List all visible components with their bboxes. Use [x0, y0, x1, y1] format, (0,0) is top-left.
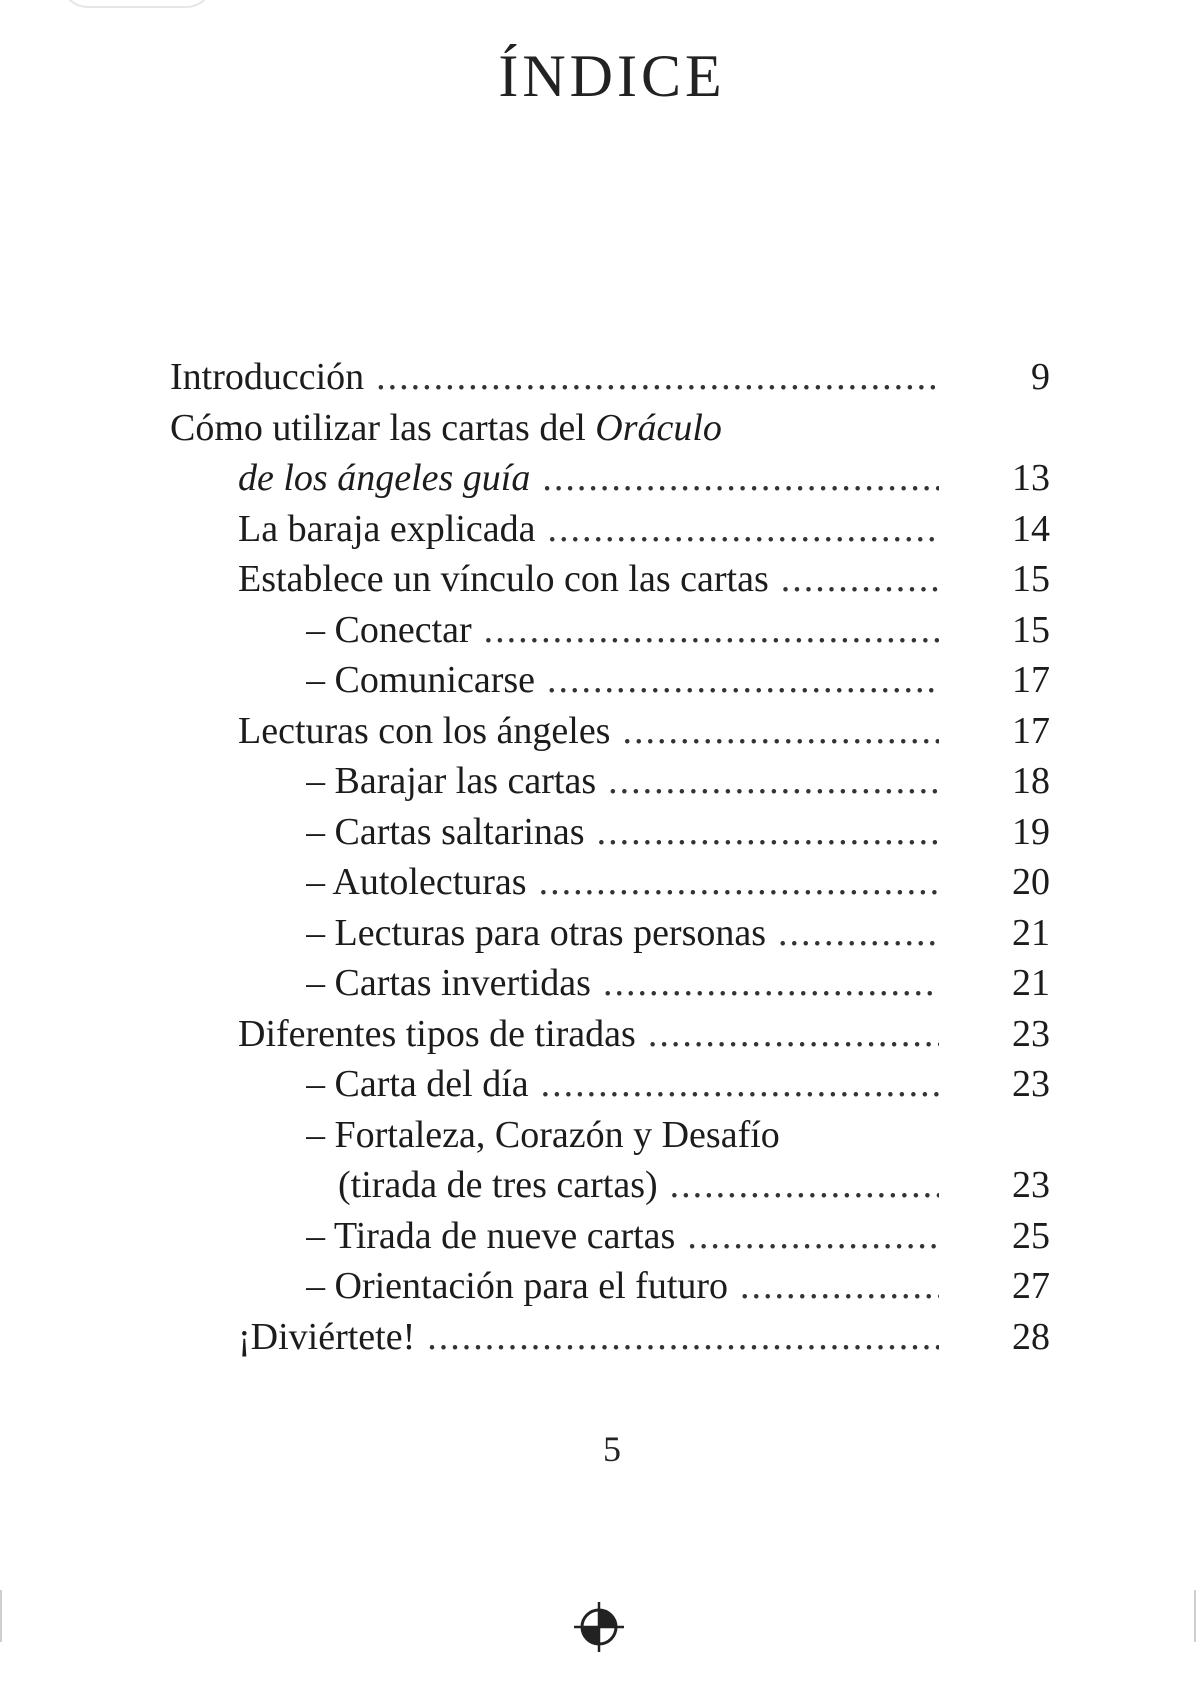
dot-leader	[740, 1261, 939, 1312]
crop-line-right	[1194, 1590, 1196, 1642]
toc-entry-label-part: – Conectar	[306, 608, 472, 651]
toc-entry-label	[238, 554, 781, 605]
dot-leader	[376, 352, 939, 403]
toc-entry-label	[306, 655, 547, 706]
dot-leader	[781, 554, 939, 605]
toc-entry-label	[238, 504, 547, 555]
toc-entry-text	[238, 504, 939, 555]
toc-page-number: 15	[1012, 558, 1050, 600]
toc-entry-label-part: – Fortaleza, Corazón y Desafío	[306, 1113, 780, 1156]
page-title: ÍNDICE	[498, 43, 726, 110]
toc-page-number: 9	[1031, 356, 1050, 398]
toc-entry-text	[238, 1009, 939, 1060]
toc-entry-label	[170, 403, 734, 454]
toc-entry-text	[306, 605, 939, 656]
toc-page-number: 13	[1012, 457, 1050, 499]
toc-entry-label-part: Lecturas con los ángeles	[238, 709, 611, 752]
toc-entry-label-part: ¡Diviértete!	[238, 1315, 416, 1358]
toc-page-number: 20	[1012, 861, 1050, 903]
toc-entry-label	[306, 958, 603, 1009]
toc-entry	[170, 1009, 1050, 1060]
toc-entry	[170, 958, 1050, 1009]
toc-entry-label	[238, 453, 542, 504]
toc-entry-text	[170, 352, 939, 403]
toc-entry-text	[306, 908, 939, 959]
toc-entry-text	[306, 1110, 939, 1161]
toc-entry-text	[238, 706, 939, 757]
toc-entry-label	[306, 807, 597, 858]
toc-entry	[170, 756, 1050, 807]
toc-entry	[170, 1059, 1050, 1110]
toc-entry-label	[306, 1211, 687, 1262]
toc-entry-label	[306, 908, 778, 959]
dot-leader	[670, 1160, 939, 1211]
toc-entry-text	[306, 655, 939, 706]
toc-entry-label	[306, 605, 484, 656]
toc-page-number: 23	[1012, 1063, 1050, 1105]
toc-page-number: 21	[1012, 911, 1050, 954]
toc-entry-text	[306, 857, 939, 908]
toc-page-number: 25	[1012, 1214, 1050, 1257]
toc-entry-label-italic: Oráculo	[595, 406, 722, 449]
toc-entry-label-part: – Orientación para el futuro	[306, 1265, 729, 1307]
toc-page-number: 19	[1012, 810, 1050, 853]
page-number: 5	[603, 1429, 621, 1469]
toc-entry	[170, 1211, 1050, 1262]
dot-leader	[539, 857, 939, 908]
toc-entry	[170, 807, 1050, 858]
toc-entry-label-part: Diferentes tipos de tiradas	[238, 1012, 636, 1055]
toc-entry	[170, 504, 1050, 555]
dot-leader	[427, 1312, 939, 1363]
toc-page-number: 28	[1012, 1315, 1050, 1358]
toc-entry	[170, 706, 1050, 757]
toc-page-number: 15	[1012, 608, 1050, 651]
toc-entry-label-part: – Cartas invertidas	[306, 962, 591, 1004]
toc-entry-text	[306, 1059, 939, 1110]
toc-page-number: 18	[1012, 760, 1050, 802]
toc-entry-label	[338, 1160, 670, 1211]
toc-page-number: 23	[1012, 1012, 1050, 1055]
toc-entry	[170, 857, 1050, 908]
toc-entry-label-part: Cómo utilizar las cartas del	[170, 406, 596, 449]
toc-entry-label	[306, 857, 539, 908]
crop-line-left	[0, 1590, 2, 1642]
toc-entry-text	[238, 453, 939, 504]
dot-leader	[603, 958, 939, 1009]
toc-entry-text	[238, 554, 939, 605]
toc-entry	[170, 403, 1050, 454]
toc-entry-label	[238, 706, 622, 757]
toc-entry	[170, 605, 1050, 656]
toc-entry-label	[238, 1312, 427, 1363]
dot-leader	[608, 756, 939, 807]
toc-entry-label-part: – Comunicarse	[306, 659, 536, 701]
toc-entry-label-part: – Carta del día	[306, 1063, 529, 1105]
dot-leader	[648, 1009, 939, 1060]
toc-entry-label-italic: de los ángeles guía	[238, 457, 531, 499]
toc-entry	[170, 453, 1050, 504]
toc-entry	[170, 554, 1050, 605]
toc-entry-label-part: – Barajar las cartas	[306, 760, 597, 802]
toc-entry	[170, 1261, 1050, 1312]
toc-entry	[170, 1110, 1050, 1161]
toc-page-number: 17	[1012, 659, 1050, 701]
crosshair-registration-icon	[572, 1600, 626, 1654]
dot-leader	[547, 504, 939, 555]
dot-leader	[622, 706, 939, 757]
toc-entry-text	[306, 1211, 939, 1262]
toc-entry-label	[306, 1059, 541, 1110]
toc-entry-label	[306, 756, 608, 807]
toc-entry-label-part: Introducción	[170, 356, 365, 398]
toc-entry-label-part: Establece un vínculo con las cartas	[238, 558, 769, 600]
toc-entry-label-part: La baraja explicada	[238, 507, 536, 550]
toc-entry-text	[238, 1312, 939, 1363]
toc-page-number: 23	[1012, 1164, 1050, 1206]
toc-entry-text	[306, 958, 939, 1009]
toc-entry	[170, 655, 1050, 706]
toc-entry-text	[306, 1261, 939, 1312]
dot-leader	[547, 655, 939, 706]
toc-entry	[170, 1160, 1050, 1211]
dot-leader	[484, 605, 939, 656]
dot-leader	[541, 1059, 939, 1110]
toc-page-number: 27	[1012, 1265, 1050, 1307]
toc-page-number: 17	[1012, 709, 1050, 752]
toc-entry-text	[338, 1160, 939, 1211]
toc-entry-label-part: – Lecturas para otras personas	[306, 911, 767, 954]
toc-entry-text	[170, 403, 939, 454]
toc-entry-label	[238, 1009, 648, 1060]
toc-entry-text	[306, 756, 939, 807]
toc-page-number: 21	[1012, 962, 1050, 1004]
toc-entry	[170, 1312, 1050, 1363]
dot-leader	[597, 807, 939, 858]
toc-entry-label-part: – Autolecturas	[306, 861, 527, 903]
dot-leader	[542, 453, 939, 504]
top-left-border-fragment	[60, 0, 214, 8]
toc-entry-label-part: – Tirada de nueve cartas	[306, 1214, 676, 1257]
dot-leader	[687, 1211, 939, 1262]
table-of-contents	[170, 352, 1050, 1362]
toc-entry-label-part: (tirada de tres cartas)	[338, 1164, 658, 1206]
toc-entry-text	[306, 807, 939, 858]
dot-leader	[778, 908, 939, 959]
toc-entry-label	[170, 352, 376, 403]
toc-entry	[170, 908, 1050, 959]
toc-entry-label-part: – Cartas saltarinas	[306, 810, 585, 853]
toc-entry-label	[306, 1110, 792, 1161]
toc-entry	[170, 352, 1050, 403]
toc-page-number: 14	[1012, 507, 1050, 550]
toc-entry-label	[306, 1261, 740, 1312]
